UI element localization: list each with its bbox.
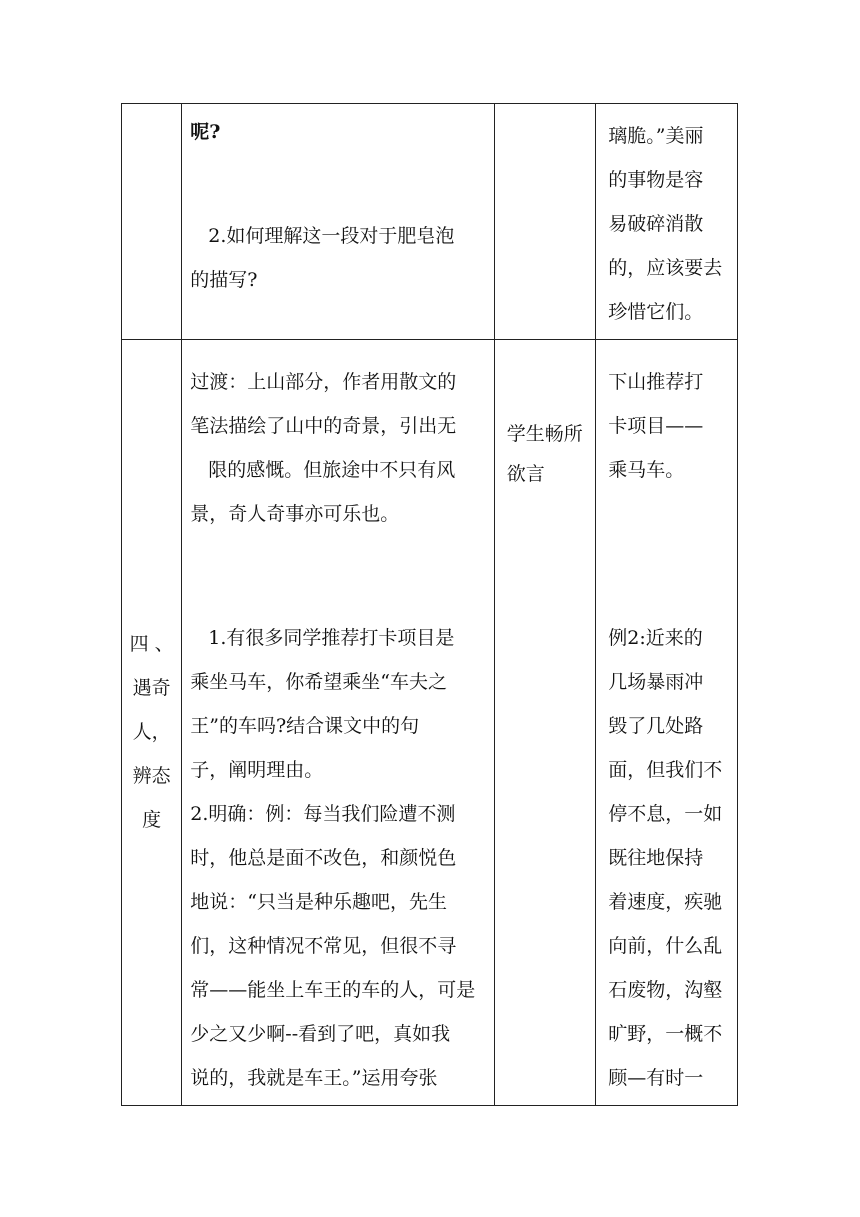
text-line: 向前，什么乱 xyxy=(608,935,723,957)
teacher-activity-cell xyxy=(182,340,495,1106)
text-line: 珍惜它们。 xyxy=(608,301,704,323)
stage-cell-empty xyxy=(122,104,182,340)
text-line: 过渡：上山部分，作者用散文的 xyxy=(190,371,457,393)
text-line: 乘马车。 xyxy=(608,459,685,481)
stage-line: 四 、 xyxy=(129,633,174,655)
lesson-plan-table xyxy=(121,103,738,1106)
text-line: 们，这种情况不常见，但很不寻 xyxy=(190,935,457,957)
text-line: 下山推荐打 xyxy=(608,371,704,393)
design-intent-cell xyxy=(596,104,738,340)
text-line: 石废物，沟壑 xyxy=(608,979,723,1001)
text-line: 顾—有时一 xyxy=(608,1067,704,1089)
text-line: 呢? xyxy=(190,121,221,143)
teacher-activity-cell xyxy=(182,104,495,340)
text-line: 王”的车吗?结合课文中的句 xyxy=(190,715,420,737)
text-line: 2.如何理解这一段对于肥皂泡 xyxy=(208,225,455,247)
text-line: 的事物是容 xyxy=(608,169,704,191)
text-line: 1.有很多同学推荐打卡项目是 xyxy=(208,627,455,649)
text-line: 常——能坐上车王的车的人，可是 xyxy=(190,979,476,1001)
text-line: 少之又少啊--看到了吧，真如我 xyxy=(190,1023,451,1045)
text-line: 璃脆。”美丽 xyxy=(608,125,704,147)
text-line: 面，但我们不 xyxy=(608,759,723,781)
text-line: 的描写? xyxy=(190,269,258,291)
text-line: 乘坐马车，你希望乘坐“车夫之 xyxy=(190,671,447,693)
table-row xyxy=(122,104,738,340)
text-line: 着速度，疾驰 xyxy=(608,891,723,913)
student-activity-cell xyxy=(494,340,595,1106)
text-line: 限的感慨。但旅途中不只有风 xyxy=(208,459,456,481)
table-row xyxy=(122,340,738,1106)
text-line: 学生畅所 xyxy=(506,423,583,445)
stage-cell xyxy=(122,340,182,1106)
design-intent-cell xyxy=(596,340,738,1106)
text-line: 的，应该要去 xyxy=(608,257,723,279)
text-line: 子，阐明理由。 xyxy=(190,759,324,781)
stage-line: 遇奇 xyxy=(132,677,171,699)
text-line: 毁了几处路 xyxy=(608,715,704,737)
text-line: 例2:近来的 xyxy=(608,627,703,649)
text-line: 既往地保持 xyxy=(608,847,704,869)
student-activity-cell-empty xyxy=(494,104,595,340)
text-line: 说的，我就是车王。”运用夸张 xyxy=(190,1067,438,1089)
text-line: 易破碎消散 xyxy=(608,213,704,235)
text-line: 景，奇人奇事亦可乐也。 xyxy=(190,503,400,525)
text-line: 旷野，一概不 xyxy=(608,1023,723,1045)
text-line: 几场暴雨冲 xyxy=(608,671,704,693)
text-line: 欲言 xyxy=(506,463,545,485)
text-line: 停不息，一如 xyxy=(608,803,723,825)
text-line: 卡项目—— xyxy=(608,415,704,437)
text-line: 2.明确：例：每当我们险遭不测 xyxy=(190,803,456,825)
stage-line: 度 xyxy=(142,809,162,831)
text-line: 笔法描绘了山中的奇景，引出无 xyxy=(190,415,457,437)
text-line: 时，他总是面不改色，和颜悦色 xyxy=(190,847,457,869)
stage-line: 辨态 xyxy=(132,765,171,787)
stage-line: 人， xyxy=(132,721,171,743)
text-line: 地说：“只当是种乐趣吧，先生 xyxy=(190,891,447,913)
